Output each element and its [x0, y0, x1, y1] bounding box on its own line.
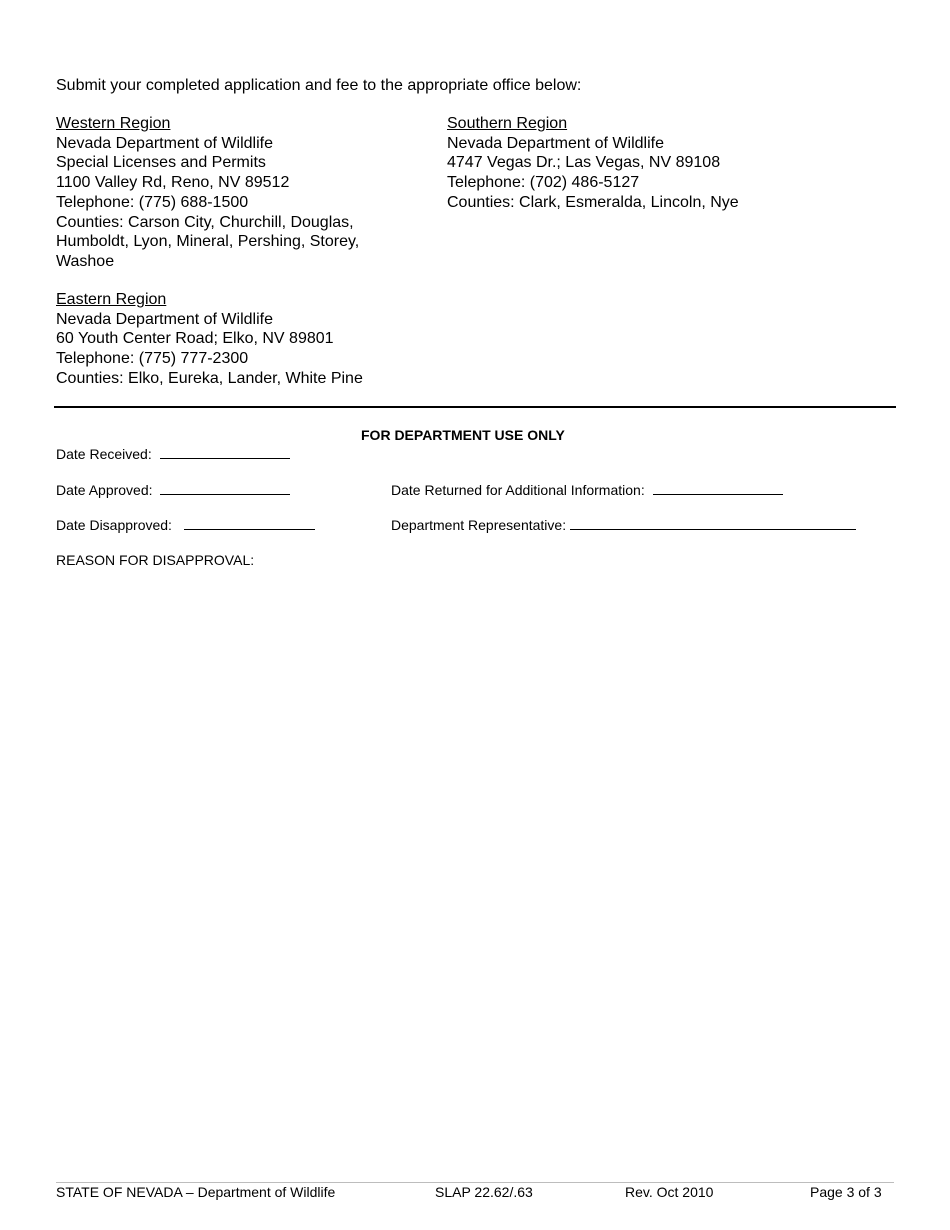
eastern-region-heading: Eastern Region [56, 291, 167, 308]
department-use-title: FOR DEPARTMENT USE ONLY [361, 427, 565, 443]
date-approved-blank[interactable] [160, 481, 290, 495]
eastern-region-agency: Nevada Department of Wildlife [56, 310, 273, 328]
southern-region-agency: Nevada Department of Wildlife [447, 134, 664, 152]
eastern-region-address: 60 Youth Center Road; Elko, NV 89801 [56, 330, 334, 348]
date-approved-label: Date Approved: [56, 482, 153, 498]
date-received-label: Date Received: [56, 446, 152, 462]
southern-region-block [447, 114, 807, 213]
southern-region-counties: Counties: Clark, Esmeralda, Lincoln, Nye [447, 193, 739, 211]
date-approved-field[interactable] [56, 481, 290, 499]
western-region-block [56, 114, 401, 272]
date-disapproved-label: Date Disapproved: [56, 517, 172, 533]
western-region-heading: Western Region [56, 115, 171, 132]
footer-page-number: Page 3 of 3 [810, 1184, 882, 1200]
western-region-agency: Nevada Department of Wildlife [56, 134, 273, 152]
date-received-field[interactable] [56, 445, 290, 463]
western-region-office: Special Licenses and Permits [56, 154, 266, 172]
western-region-telephone: Telephone: (775) 688-1500 [56, 193, 249, 211]
date-disapproved-field[interactable] [56, 516, 315, 534]
footer-agency: STATE OF NEVADA – Department of Wildlife [56, 1184, 336, 1200]
department-representative-field[interactable] [391, 516, 856, 534]
western-region-counties: Counties: Carson City, Churchill, Douglas, Humboldt, Lyon, Mineral, Pershing, Storey, Washoe [56, 213, 360, 270]
submission-instructions: Submit your completed application and fee to the appropriate office below: [56, 77, 582, 94]
western-region-address: 1100 Valley Rd, Reno, NV 89512 [56, 174, 290, 192]
southern-region-telephone: Telephone: (702) 486-5127 [447, 174, 640, 192]
southern-region-address: 4747 Vegas Dr.; Las Vegas, NV 89108 [447, 154, 721, 172]
southern-region-heading: Southern Region [447, 115, 568, 132]
footer-divider [56, 1182, 894, 1183]
department-representative-label: Department Representative: [391, 517, 567, 533]
date-returned-label: Date Returned for Additional Information: [391, 482, 645, 498]
eastern-region-block [56, 290, 416, 389]
date-disapproved-blank[interactable] [184, 516, 315, 530]
department-representative-blank[interactable] [570, 516, 856, 530]
date-received-blank[interactable] [160, 445, 290, 459]
footer-revision: Rev. Oct 2010 [625, 1184, 714, 1200]
eastern-region-counties: Counties: Elko, Eureka, Lander, White Pine [56, 369, 363, 387]
footer-form-number: SLAP 22.62/.63 [435, 1184, 533, 1200]
date-returned-blank[interactable] [653, 481, 783, 495]
eastern-region-telephone: Telephone: (775) 777-2300 [56, 350, 249, 368]
reason-for-disapproval-label: REASON FOR DISAPPROVAL: [56, 552, 255, 568]
date-returned-field[interactable] [391, 481, 783, 499]
section-divider [54, 406, 896, 408]
